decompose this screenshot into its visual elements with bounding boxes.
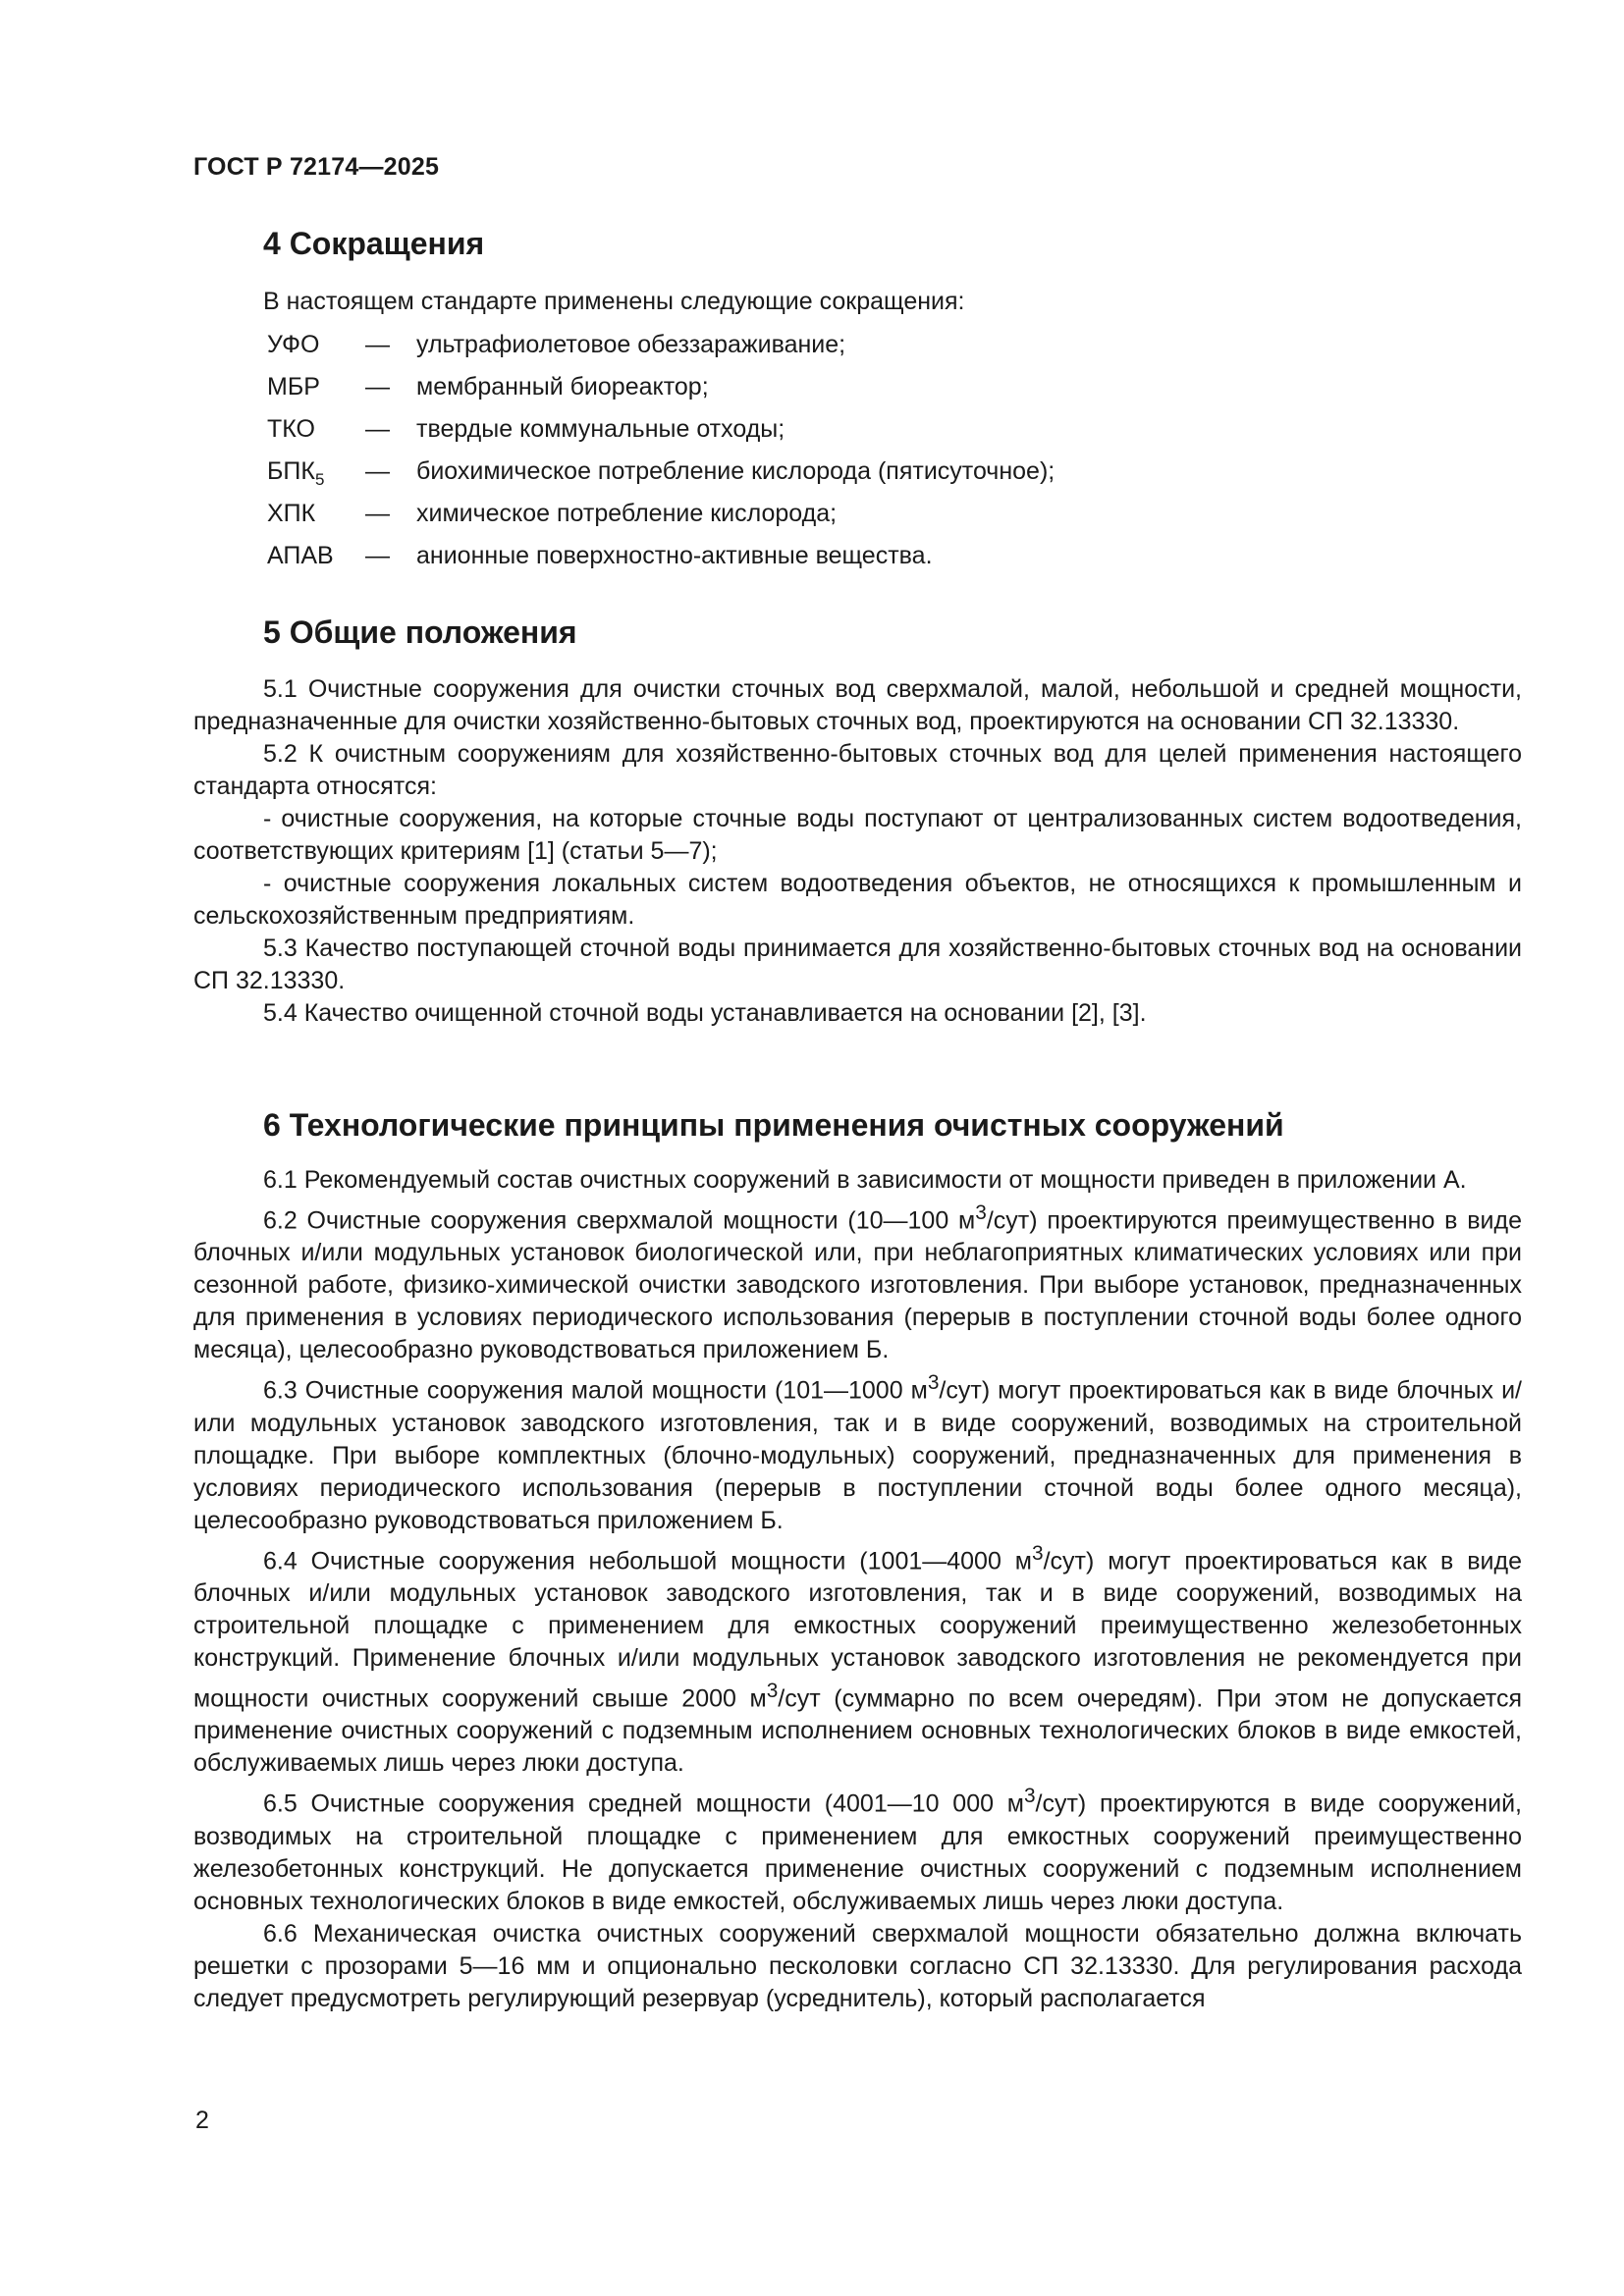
paragraph-5-4: 5.4 Качество очищенной сточной воды устанавливается на основании [2], [3]. xyxy=(263,999,1147,1027)
paragraph-6-2: 6.2 Очистные сооружения сверхмалой мощности (10—100 $м^3/сут$) проектируются преимущественно в виде блочных и/или модульных установок биологической или, при неблагоприятных климатических условиях или при сезонной работе, физико-химической очистки заводского изготовления. При выборе установок, предназначенных для применения в условиях периодического использования (перерыв в поступлении сточной воды более одного месяца), целесообразно руководствоваться приложением Б. xyxy=(193,1201,1523,1364)
abbreviation-subscript: 5 xyxy=(314,470,325,489)
abbreviation-item xyxy=(263,538,1343,580)
paragraph-5-1: 5.1 Очистные сооружения для очистки сточных вод сверхмалой, малой, небольшой и средней мощности, предназначенные для очистки хозяйственно-бытовых сточных вод, проектируются на основании СП 32.13330. xyxy=(193,675,1522,735)
page-number: 2 xyxy=(195,2107,209,2134)
abbreviation-term: АПАВ xyxy=(267,542,334,569)
abbreviation-term: ТКО xyxy=(267,415,315,443)
abbreviations-list xyxy=(263,327,1343,580)
abbreviation-term: УФО xyxy=(267,331,320,358)
abbreviation-dash: — xyxy=(365,415,390,443)
abbreviation-term: ХПК xyxy=(267,500,316,527)
abbreviation-term: $БПК_5$ xyxy=(267,457,325,489)
abbreviation-term: МБР xyxy=(267,373,320,400)
paragraph-6-6: 6.6 Механическая очистка очистных сооружений сверхмалой мощности обязательно должна включать решетки с прозорами 5—16 мм и опционально песколовки согласно СП 32.13330. Для регулирования расхода следует предусмотреть регулирующий резервуар (усреднитель), который располагается xyxy=(193,1919,1522,2012)
paragraph-6-1: 6.1 Рекомендуемый состав очистных сооружений в зависимости от мощности приведен в приложении А. xyxy=(263,1166,1467,1194)
abbreviation-definition: биохимическое потребление кислорода (пятисуточное); xyxy=(416,457,1056,485)
paragraph-6-5: 6.5 Очистные сооружения средней мощности (4001—10 000 $м^3/сут$) проектируются в виде сооружений, возводимых на строительной площадке с применением для емкостных сооружений преимущественно железобетонных конструкций. Не допускается применение очистных сооружений с подземным исполнением основных технологических блоков в виде емкостей, обслуживаемых лишь через люки доступа. xyxy=(193,1785,1522,1915)
abbreviation-item xyxy=(263,369,1343,411)
abbreviation-definition: твердые коммунальные отходы; xyxy=(416,415,785,443)
paragraph-5-2-item-2: - очистные сооружения локальных систем водоотведения объектов, не относящихся к промышленным и сельскохозяйственным предприятиям. xyxy=(193,870,1522,930)
section-6-body xyxy=(193,1164,1522,2015)
paragraph-5-2-item-1: - очистные сооружения, на которые сточные воды поступают от централизованных систем водоотведения, соответствующих критериям [1] (статьи 5—7); xyxy=(193,805,1522,865)
section-5-title: 5 Общие положения xyxy=(263,614,577,650)
abbreviation-dash: — xyxy=(365,542,390,569)
section-5-body xyxy=(193,673,1522,1030)
paragraph-5-2: 5.2 К очистным сооружениям для хозяйственно-бытовых сточных вод для целей применения настоящего стандарта относятся: xyxy=(193,740,1522,800)
abbreviation-definition: мембранный биореактор; xyxy=(416,373,709,400)
section-6-title: 6 Технологические принципы применения очистных сооружений xyxy=(263,1107,1284,1143)
abbreviation-dash: — xyxy=(365,457,390,485)
abbreviation-dash: — xyxy=(365,373,390,400)
abbreviation-dash: — xyxy=(365,500,390,527)
abbreviation-item xyxy=(263,411,1343,454)
abbreviation-item xyxy=(263,454,1343,496)
abbreviations-intro: В настоящем стандарте применены следующие сокращения: xyxy=(263,288,965,315)
abbreviation-definition: химическое потребление кислорода; xyxy=(416,500,838,527)
paragraph-6-3: 6.3 Очистные сооружения малой мощности (101—1000 $м^3/сут$) могут проектироваться как в виде блочных и/или модульных установок заводского изготовления, так и в виде сооружений, возводимых на строительной площадке. При выборе комплектных (блочно-модульных) сооружений, предназначенных для применения в условиях периодического использования (перерыв в поступлении сточной воды более одного месяца), целесообразно руководствоваться приложением Б. xyxy=(193,1371,1522,1534)
paragraph-6-4: 6.4 Очистные сооружения небольшой мощности (1001—4000 $м^3/сут$) могут проектироваться как в виде блочных и/или модульных установок заводского изготовления, так и в виде сооружений, возводимых на строительной площадке с применением для емкостных сооружений преимущественно железобетонных конструкций. Применение блочных и/или модульных установок заводского изготовления не рекомендуется при мощности очистных сооружений свыше 2000 $м^3$/сут (суммарно по всем очередям). При этом не допускается применение очистных сооружений с подземным исполнением основных технологических блоков в виде емкостей, обслуживаемых лишь через люки доступа. xyxy=(193,1541,1523,1778)
abbreviation-item xyxy=(263,496,1343,538)
abbreviation-item xyxy=(263,327,1343,369)
abbreviation-definition: анионные поверхностно-активные вещества. xyxy=(416,542,933,569)
section-4-title: 4 Сокращения xyxy=(263,226,485,261)
abbreviation-definition: ультрафиолетовое обеззараживание; xyxy=(416,331,846,358)
abbreviation-dash: — xyxy=(365,331,390,358)
document-code: ГОСТ Р 72174—2025 xyxy=(193,153,440,181)
paragraph-5-3: 5.3 Качество поступающей сточной воды принимается для хозяйственно-бытовых сточных вод на основании СП 32.13330. xyxy=(193,934,1522,994)
